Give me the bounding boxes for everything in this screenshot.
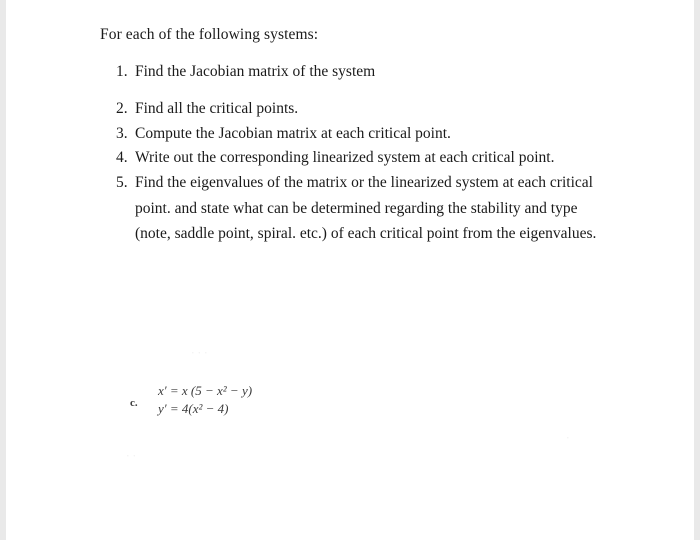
list-item	[116, 96, 605, 122]
faint-bleed-through: ·	[566, 430, 570, 445]
list-item	[116, 121, 605, 147]
item-number: 3.	[116, 125, 128, 142]
faint-bleed-through: · · ·	[191, 345, 208, 360]
intro-text: For each of the following systems:	[100, 26, 319, 43]
item-text: Find all the critical points.	[135, 100, 299, 117]
item-number: 4.	[116, 149, 128, 166]
document-page	[6, 0, 694, 540]
item-number: 2.	[116, 100, 128, 117]
item-number: 1.	[116, 63, 128, 80]
item-text: Find the eigenvalues of the matrix or the linearized system at each critical point. and state what can be determined regarding the stability and type (note, saddle point, spiral. etc.) of each critical point from the eigenvalues.	[135, 174, 597, 242]
item-text: Compute the Jacobian matrix at each critical point.	[135, 125, 451, 142]
item-number: 5.	[116, 174, 128, 191]
equation-x: x′ = x (5 − x² − y)	[158, 383, 253, 398]
equation-y: y′ = 4(x² − 4)	[158, 401, 229, 416]
faint-bleed-through: · ·	[126, 448, 136, 463]
list-item	[116, 59, 605, 85]
system-label: c.	[130, 397, 138, 409]
list-item	[116, 170, 605, 247]
item-text: Write out the corresponding linearized system at each critical point.	[135, 149, 555, 166]
item-text: Find the Jacobian matrix of the system	[135, 63, 376, 80]
list-item	[116, 145, 605, 171]
